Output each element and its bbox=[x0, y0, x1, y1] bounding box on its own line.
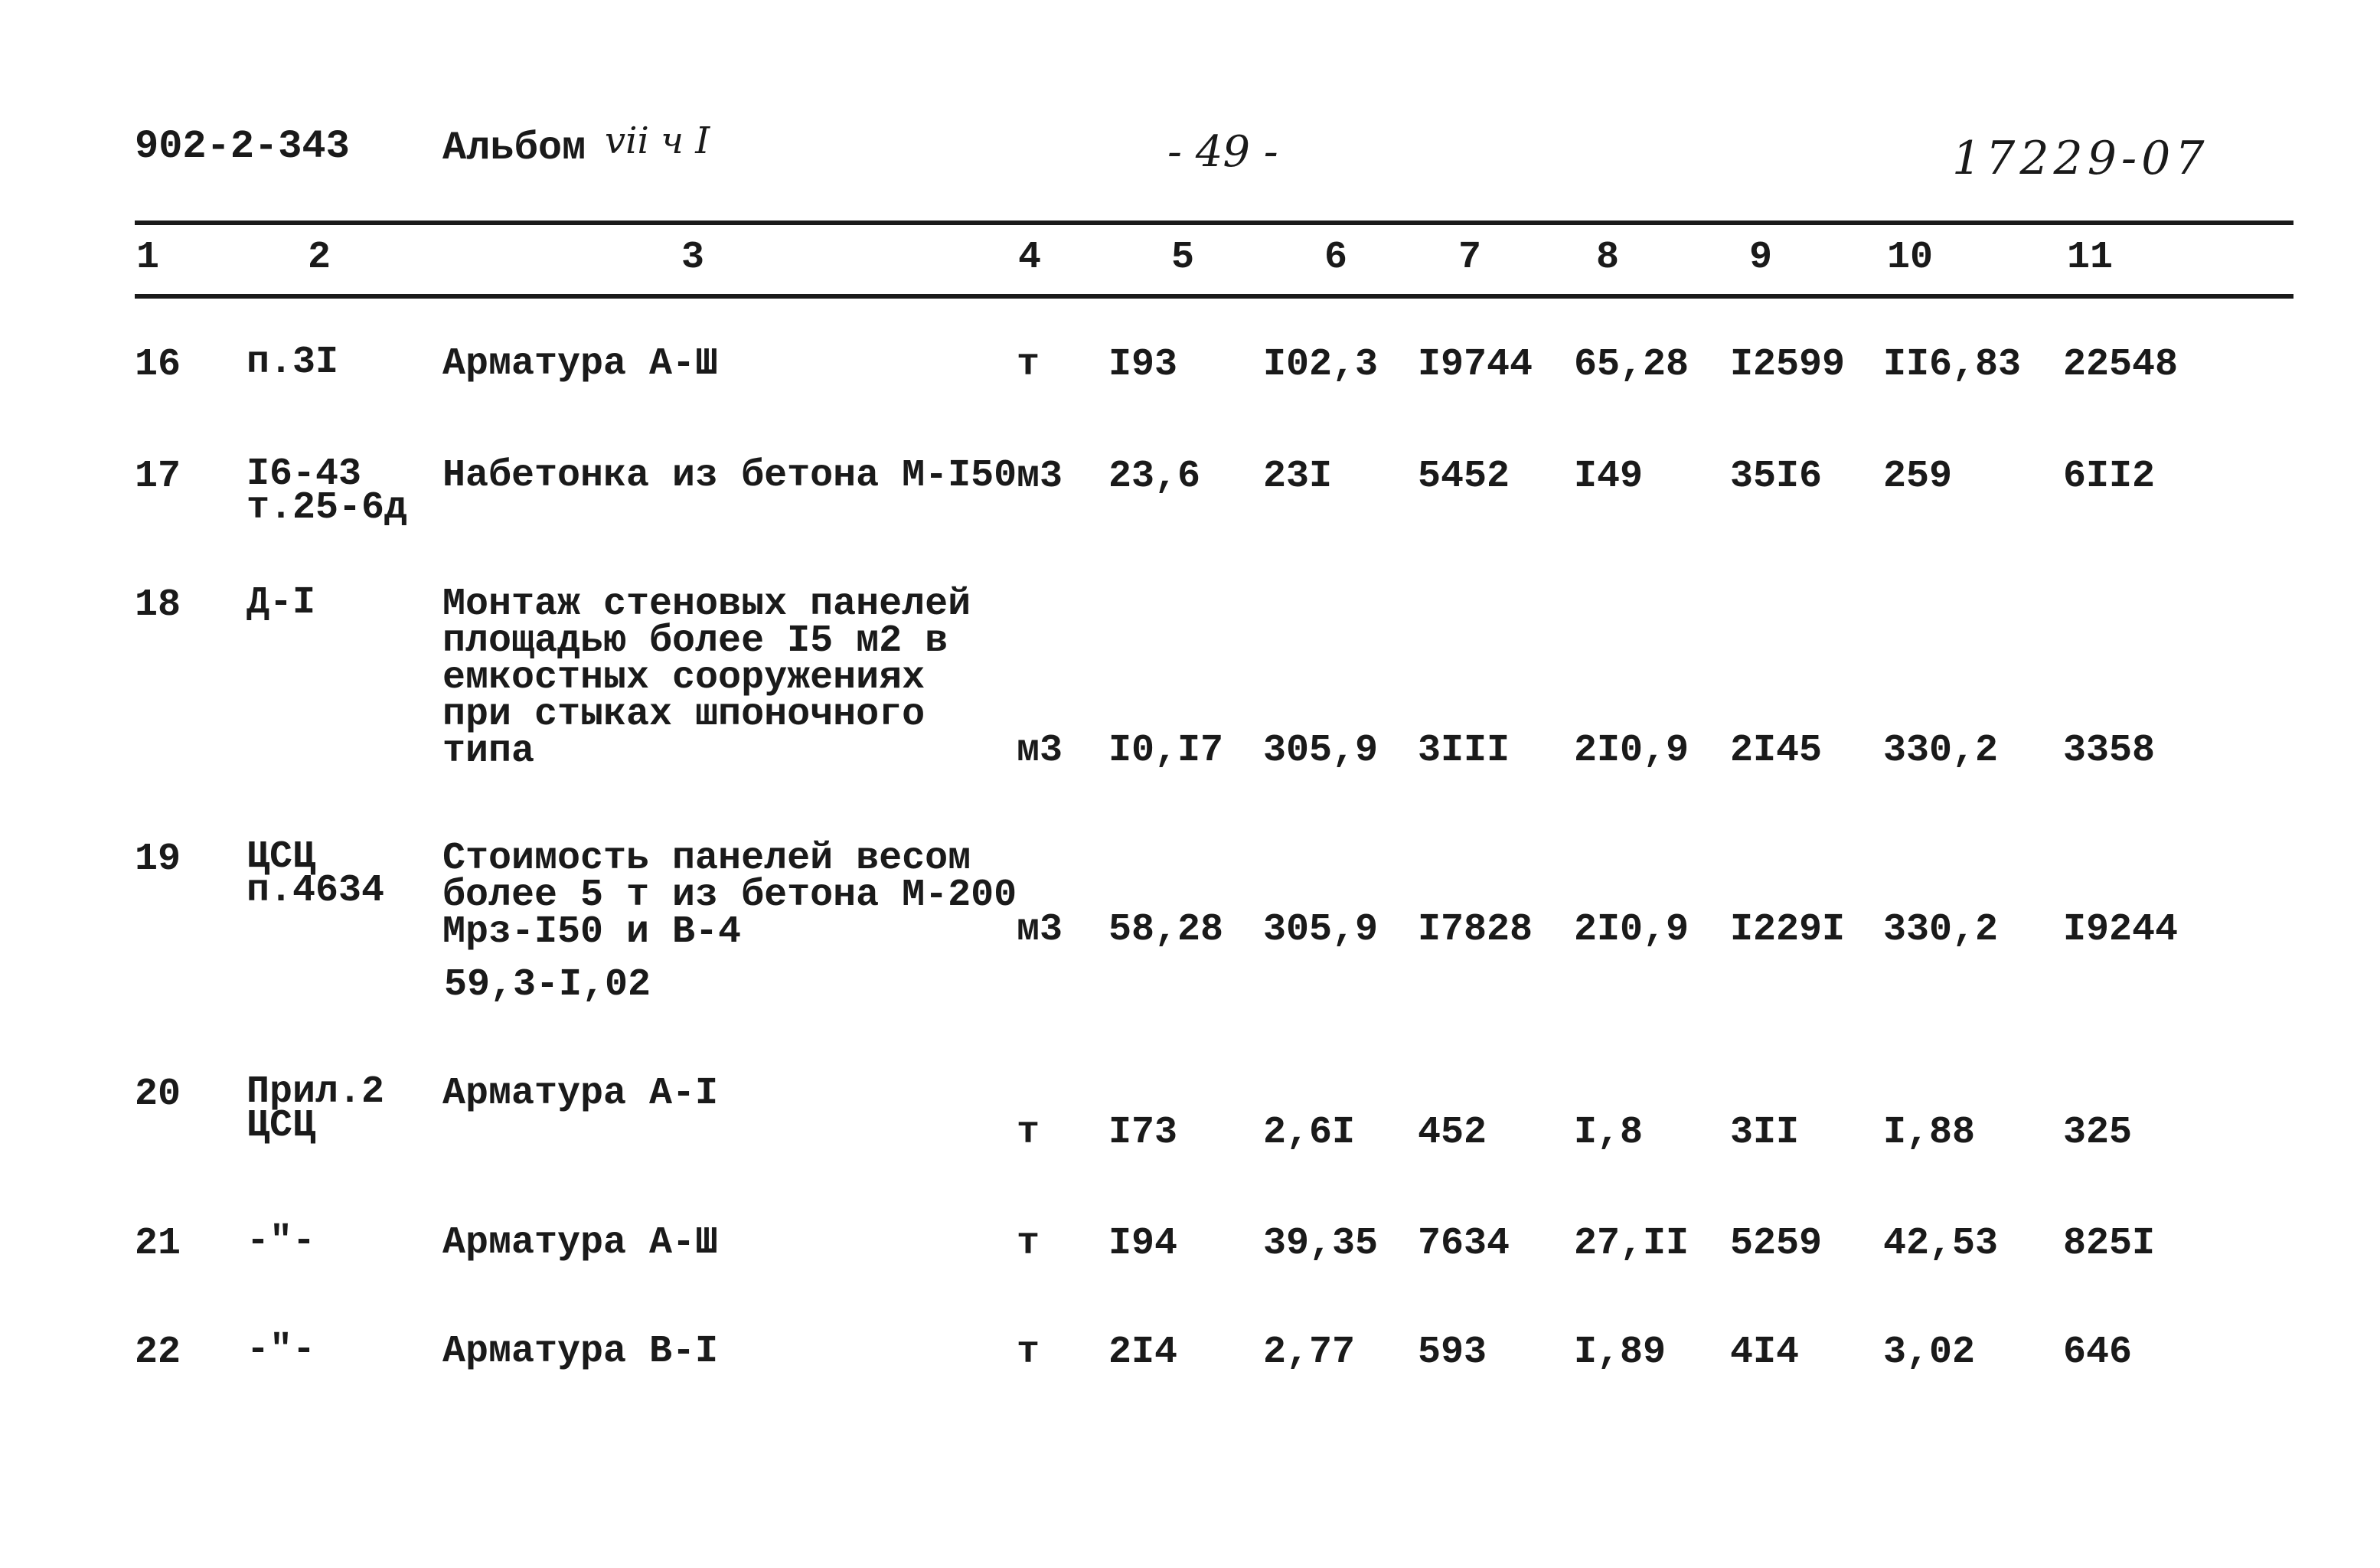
reference-line: п.4634 bbox=[246, 869, 385, 913]
column-number: 7 bbox=[1458, 236, 1482, 279]
description-line: Стоимость панелей весом bbox=[442, 837, 971, 880]
value-cell-c11: 825I bbox=[2063, 1222, 2156, 1266]
description-line: типа bbox=[442, 730, 535, 773]
value-cell-c9: I2599 bbox=[1730, 343, 1846, 387]
reference-cell bbox=[246, 452, 408, 530]
description-line: Арматура А-Ш bbox=[442, 342, 719, 386]
value-cell-c10: II6,83 bbox=[1883, 343, 2022, 387]
value-cell-c8: 2I0,9 bbox=[1574, 908, 1690, 952]
description-line: Арматура А-I bbox=[442, 1072, 719, 1116]
description-line: площадью более I5 м2 в bbox=[442, 619, 948, 663]
reference-line: т.25-6д bbox=[246, 486, 408, 530]
value-cell-c9: 5259 bbox=[1730, 1222, 1823, 1266]
value-cell-c6: 2,77 bbox=[1263, 1331, 1356, 1374]
column-number: 8 bbox=[1596, 236, 1620, 279]
value-cell-c10: 3,02 bbox=[1883, 1331, 1976, 1374]
value-cell-c8: 27,II bbox=[1574, 1222, 1690, 1266]
unit-cell: т bbox=[1017, 1222, 1040, 1266]
column-number: 5 bbox=[1171, 236, 1195, 279]
value-cell-c7: 3III bbox=[1418, 729, 1510, 773]
unit-cell: м3 bbox=[1017, 729, 1063, 773]
value-cell-c11: 22548 bbox=[2063, 343, 2179, 387]
unit-cell: м3 bbox=[1017, 908, 1063, 952]
value-cell-c8: I49 bbox=[1574, 455, 1644, 498]
reference-cell bbox=[246, 835, 385, 913]
reference-cell bbox=[246, 1328, 316, 1372]
reference-line: п.3I bbox=[246, 341, 339, 384]
value-cell-c7: 452 bbox=[1418, 1111, 1487, 1155]
reference-line: Д-I bbox=[246, 581, 316, 625]
row-number: 16 bbox=[135, 343, 181, 387]
description-line: емкостных сооружениях bbox=[442, 656, 926, 700]
value-cell-c9: 4I4 bbox=[1730, 1331, 1800, 1374]
column-number: 6 bbox=[1324, 236, 1348, 279]
value-cell-c7: 5452 bbox=[1418, 455, 1510, 498]
column-number: 3 bbox=[681, 236, 705, 279]
value-cell-c9: I229I bbox=[1730, 908, 1846, 952]
value-cell-c5: I73 bbox=[1108, 1111, 1178, 1155]
value-cell-c7: I9744 bbox=[1418, 343, 1533, 387]
document-code: 902-2-343 bbox=[135, 124, 350, 169]
description-line: Арматура А-Ш bbox=[442, 1221, 719, 1265]
description-line: Набетонка из бетона М-I50 bbox=[442, 454, 1017, 498]
value-cell-c9: 2I45 bbox=[1730, 729, 1823, 773]
value-cell-c11: 325 bbox=[2063, 1111, 2133, 1155]
reference-cell bbox=[246, 1220, 316, 1263]
description-line: Мрз-I50 и В-4 bbox=[442, 910, 742, 954]
row-number: 17 bbox=[135, 455, 181, 498]
column-number: 9 bbox=[1749, 236, 1773, 279]
value-cell-c10: 259 bbox=[1883, 455, 1953, 498]
header-top-rule bbox=[135, 220, 2293, 225]
reference-line: I6-43 bbox=[246, 452, 362, 496]
row-number: 20 bbox=[135, 1073, 181, 1116]
album-label: Альбом bbox=[442, 126, 586, 171]
column-number: 1 bbox=[136, 236, 160, 279]
row-number: 18 bbox=[135, 583, 181, 627]
value-cell-c6: 2,6I bbox=[1263, 1111, 1356, 1155]
description-cell bbox=[442, 1330, 719, 1374]
reference-line: Прил.2 bbox=[246, 1070, 385, 1114]
value-cell-c8: 65,28 bbox=[1574, 343, 1690, 387]
calculation-note: 59,3-I,02 bbox=[444, 963, 651, 1007]
header-bottom-rule bbox=[135, 294, 2293, 299]
column-number: 4 bbox=[1018, 236, 1042, 279]
reference-cell bbox=[246, 581, 316, 625]
value-cell-c10: 42,53 bbox=[1883, 1222, 1999, 1266]
description-cell bbox=[442, 583, 971, 773]
row-number: 19 bbox=[135, 838, 181, 881]
column-number: 10 bbox=[1887, 236, 1934, 279]
value-cell-c8: I,8 bbox=[1574, 1111, 1644, 1155]
value-cell-c9: 3II bbox=[1730, 1111, 1800, 1155]
value-cell-c6: 39,35 bbox=[1263, 1222, 1379, 1266]
value-cell-c7: 593 bbox=[1418, 1331, 1487, 1374]
value-cell-c8: I,89 bbox=[1574, 1331, 1667, 1374]
row-number: 21 bbox=[135, 1222, 181, 1266]
row-number: 22 bbox=[135, 1331, 181, 1374]
description-cell bbox=[442, 1221, 719, 1265]
description-line: при стыках шпоночного bbox=[442, 693, 926, 737]
description-cell bbox=[442, 837, 1017, 954]
value-cell-c8: 2I0,9 bbox=[1574, 729, 1690, 773]
description-line: Монтаж стеновых панелей bbox=[442, 583, 971, 626]
unit-cell: т bbox=[1017, 1331, 1040, 1374]
description-cell bbox=[442, 1072, 719, 1116]
column-number: 11 bbox=[2067, 236, 2114, 279]
value-cell-c6: 305,9 bbox=[1263, 729, 1379, 773]
value-cell-c11: 3358 bbox=[2063, 729, 2156, 773]
unit-cell: м3 bbox=[1017, 455, 1063, 498]
page-number: - 49 - bbox=[1167, 127, 1278, 177]
reference-cell bbox=[246, 1070, 385, 1148]
value-cell-c11: I9244 bbox=[2063, 908, 2179, 952]
description-cell bbox=[442, 454, 1017, 498]
sheet-stamp: 17229-07 bbox=[1952, 132, 2209, 185]
value-cell-c5: 2I4 bbox=[1108, 1331, 1178, 1374]
value-cell-c10: I,88 bbox=[1883, 1111, 1976, 1155]
value-cell-c11: 6II2 bbox=[2063, 455, 2156, 498]
value-cell-c10: 330,2 bbox=[1883, 729, 1999, 773]
value-cell-c6: 305,9 bbox=[1263, 908, 1379, 952]
column-number: 2 bbox=[308, 236, 331, 279]
description-line: более 5 т из бетона М-200 bbox=[442, 874, 1017, 917]
value-cell-c5: I93 bbox=[1108, 343, 1178, 387]
reference-line: -"- bbox=[246, 1328, 316, 1372]
reference-line: ЦСЦ bbox=[246, 835, 316, 879]
unit-cell: т bbox=[1017, 1111, 1040, 1155]
value-cell-c6: 23I bbox=[1263, 455, 1333, 498]
unit-cell: т bbox=[1017, 343, 1040, 387]
value-cell-c10: 330,2 bbox=[1883, 908, 1999, 952]
description-cell bbox=[442, 342, 719, 386]
reference-cell bbox=[246, 341, 339, 384]
value-cell-c6: I02,3 bbox=[1263, 343, 1379, 387]
value-cell-c5: 23,6 bbox=[1108, 455, 1201, 498]
value-cell-c9: 35I6 bbox=[1730, 455, 1823, 498]
value-cell-c7: 7634 bbox=[1418, 1222, 1510, 1266]
description-line: Арматура В-I bbox=[442, 1330, 719, 1374]
album-mark: vii ч I bbox=[605, 119, 710, 162]
reference-line: -"- bbox=[246, 1220, 316, 1263]
value-cell-c5: I94 bbox=[1108, 1222, 1178, 1266]
value-cell-c11: 646 bbox=[2063, 1331, 2133, 1374]
value-cell-c5: 58,28 bbox=[1108, 908, 1224, 952]
value-cell-c5: I0,I7 bbox=[1108, 729, 1224, 773]
reference-line: ЦСЦ bbox=[246, 1104, 316, 1148]
value-cell-c7: I7828 bbox=[1418, 908, 1533, 952]
